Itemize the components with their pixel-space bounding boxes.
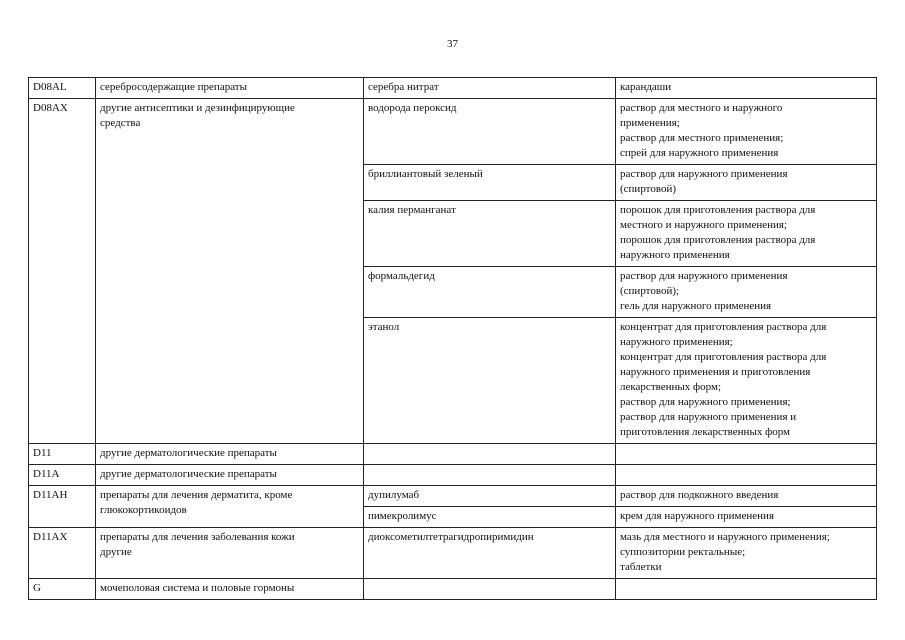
- drug-name-cell: [364, 486, 616, 507]
- drug-name-line: [368, 581, 611, 596]
- dosage-form-cell: [616, 444, 877, 465]
- dosage-form-line: раствор для местного применения;: [620, 132, 784, 144]
- dosage-form-line: (спиртовой): [620, 183, 677, 195]
- dosage-form-line: приготовления лекарственных форм: [620, 426, 791, 438]
- group-name-line: средства: [100, 117, 141, 129]
- atc-code-cell: D08AL: [29, 78, 96, 99]
- dosage-form-cell: [616, 78, 877, 99]
- drug-name-cell: [364, 444, 616, 465]
- drug-name-line: диоксометилтетрагидропиримидин: [368, 531, 534, 543]
- dosage-form-line: местного и наружного применения;: [620, 219, 788, 231]
- drug-name-cell: [364, 267, 616, 318]
- group-name-line: препараты для лечения дерматита, кроме: [100, 489, 293, 501]
- group-name-cell: [96, 579, 364, 600]
- drug-name-cell: [364, 201, 616, 267]
- dosage-form-line: таблетки: [620, 561, 662, 573]
- dosage-form-cell: [616, 507, 877, 528]
- group-name-line: другие дерматологические препараты: [100, 447, 277, 459]
- group-name-cell: [96, 465, 364, 486]
- dosage-form-line: раствор для наружного применения;: [620, 396, 791, 408]
- dosage-form-line: раствор для наружного применения и: [620, 411, 797, 423]
- dosage-form-cell: [616, 486, 877, 507]
- dosage-form-line: спрей для наружного применения: [620, 147, 779, 159]
- dosage-form-cell: [616, 267, 877, 318]
- group-name-line: другие: [100, 546, 132, 558]
- dosage-form-line: концентрат для приготовления раствора для: [620, 351, 827, 363]
- group-name-line: препараты для лечения заболевания кожи: [100, 531, 295, 543]
- dosage-form-line: [620, 581, 872, 596]
- group-name-line: другие антисептики и дезинфицирующие: [100, 102, 295, 114]
- drug-name-cell: [364, 507, 616, 528]
- table-row: [29, 99, 877, 165]
- table-row: [29, 486, 877, 507]
- drug-name-cell: [364, 78, 616, 99]
- dosage-form-line: лекарственных форм;: [620, 381, 722, 393]
- dosage-form-line: раствор для местного и наружного: [620, 102, 783, 114]
- drug-name-line: пимекролимус: [368, 510, 437, 522]
- dosage-form-cell: [616, 579, 877, 600]
- group-name-line: глюкокортикоидов: [100, 504, 187, 516]
- table-row: [29, 444, 877, 465]
- table-body: [29, 78, 877, 600]
- drug-name-cell: [364, 99, 616, 165]
- dosage-form-line: суппозитории ректальные;: [620, 546, 746, 558]
- drug-name-line: [368, 446, 611, 461]
- drug-name-line: серебра нитрат: [368, 81, 439, 93]
- drug-name-cell: [364, 528, 616, 579]
- group-name-line: серебросодержащие препараты: [100, 81, 248, 93]
- drug-name-line: этанол: [368, 321, 400, 333]
- dosage-form-cell: [616, 165, 877, 201]
- dosage-form-line: наружного применения и приготовления: [620, 366, 811, 378]
- atc-code-cell: D11AX: [29, 528, 96, 579]
- dosage-form-cell: [616, 318, 877, 444]
- drug-name-line: калия перманганат: [368, 204, 456, 216]
- dosage-form-line: наружного применения;: [620, 336, 733, 348]
- atc-code-cell: D11: [29, 444, 96, 465]
- dosage-form-line: порошок для приготовления раствора для: [620, 204, 816, 216]
- dosage-form-line: гель для наружного применения: [620, 300, 772, 312]
- group-name-cell: [96, 99, 364, 444]
- page-number: 37: [447, 38, 458, 50]
- drug-classification-table: [28, 77, 877, 600]
- dosage-form-line: [620, 446, 872, 461]
- table-row: [29, 579, 877, 600]
- drug-name-cell: [364, 579, 616, 600]
- drug-name-line: формальдегид: [368, 270, 435, 282]
- dosage-form-line: (спиртовой);: [620, 285, 680, 297]
- table-row: [29, 528, 877, 579]
- table-row: [29, 465, 877, 486]
- group-name-cell: [96, 444, 364, 465]
- dosage-form-line: [620, 467, 872, 482]
- dosage-form-line: раствор для подкожного введения: [620, 489, 779, 501]
- drug-name-cell: [364, 465, 616, 486]
- drug-name-cell: [364, 165, 616, 201]
- atc-code-cell: D08AX: [29, 99, 96, 444]
- drug-name-line: бриллиантовый зеленый: [368, 168, 483, 180]
- drug-name-cell: [364, 318, 616, 444]
- drug-name-line: [368, 467, 611, 482]
- drug-name-line: дупилумаб: [368, 489, 420, 501]
- dosage-form-line: мазь для местного и наружного применения;: [620, 531, 830, 543]
- group-name-line: мочеполовая система и половые гормоны: [100, 582, 295, 594]
- atc-code-cell: D11A: [29, 465, 96, 486]
- atc-code-cell: D11AH: [29, 486, 96, 528]
- dosage-form-line: раствор для наружного применения: [620, 168, 788, 180]
- dosage-form-cell: [616, 99, 877, 165]
- dosage-form-cell: [616, 465, 877, 486]
- dosage-form-line: наружного применения: [620, 249, 730, 261]
- drug-name-line: водорода пероксид: [368, 102, 457, 114]
- dosage-form-line: карандаши: [620, 81, 672, 93]
- dosage-form-line: раствор для наружного применения: [620, 270, 788, 282]
- dosage-form-line: порошок для приготовления раствора для: [620, 234, 816, 246]
- group-name-line: другие дерматологические препараты: [100, 468, 277, 480]
- group-name-cell: [96, 528, 364, 579]
- dosage-form-cell: [616, 528, 877, 579]
- dosage-form-line: применения;: [620, 117, 680, 129]
- dosage-form-line: концентрат для приготовления раствора для: [620, 321, 827, 333]
- group-name-cell: [96, 78, 364, 99]
- dosage-form-cell: [616, 201, 877, 267]
- group-name-cell: [96, 486, 364, 528]
- atc-code-cell: G: [29, 579, 96, 600]
- dosage-form-line: крем для наружного применения: [620, 510, 775, 522]
- table-row: [29, 78, 877, 99]
